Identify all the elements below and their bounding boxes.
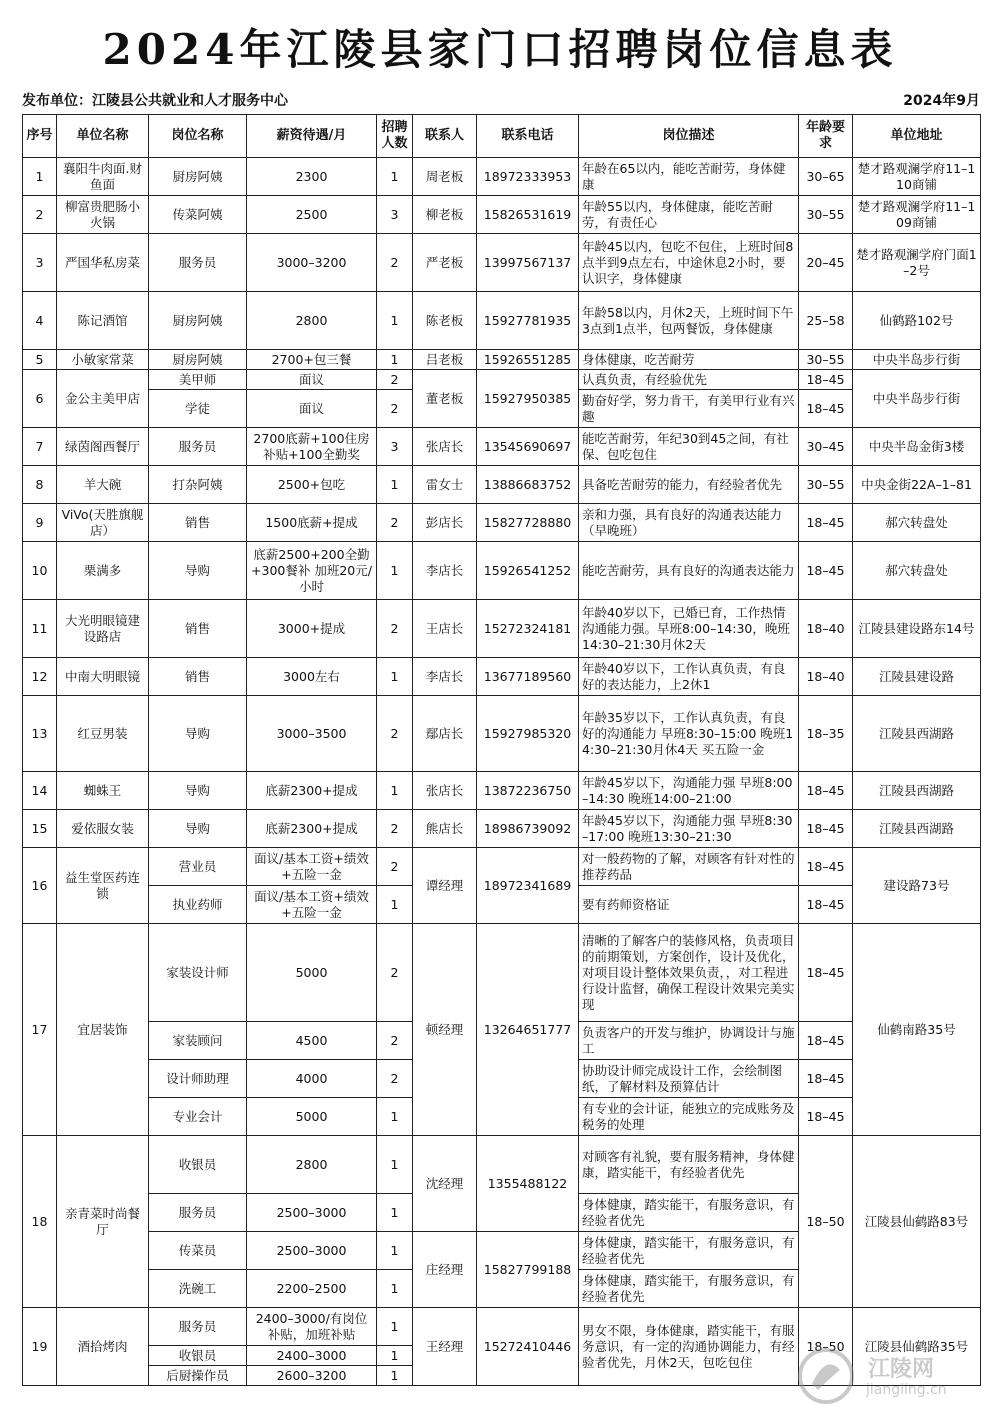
table-cell: 勤奋好学，努力肯干，有美甲行业有兴趣 [579, 390, 799, 428]
table-cell: 陈老板 [413, 292, 477, 350]
table-cell: 1 [377, 292, 413, 350]
table-cell: 年龄45岁以下，沟通能力强 早班8:30–17:00 晚班13:30–21:30 [579, 810, 799, 848]
table-cell: 2800 [247, 292, 377, 350]
table-cell: 导购 [149, 810, 247, 848]
table-cell: 年龄在65以内，能吃苦耐劳，身体健康 [579, 158, 799, 196]
table-cell: 学徒 [149, 390, 247, 428]
table-cell: 2800 [247, 1136, 377, 1194]
table-cell: 2500+包吃 [247, 466, 377, 504]
table-cell: 建设路73号 [853, 848, 981, 924]
table-cell: 美甲师 [149, 370, 247, 390]
table-cell: 年龄35岁以下，工作认真负责，有良好的沟通能力 早班8:30–15:00 晚班14:30–21:30月休4天 买五险一金 [579, 696, 799, 772]
table-cell: 中央半岛步行街 [853, 370, 981, 428]
table-cell: 1 [377, 1098, 413, 1136]
table-cell: 面议/基本工资+绩效+五险一金 [247, 886, 377, 924]
table-cell: 1 [377, 466, 413, 504]
table-cell: 能吃苦耐劳，年纪30到45之间，有社保、包吃包住 [579, 428, 799, 466]
table-cell: 蜘蛛王 [57, 772, 149, 810]
table-cell: 江陵县西湖路 [853, 772, 981, 810]
table-cell: 导购 [149, 542, 247, 600]
table-cell: 张店长 [413, 772, 477, 810]
table-cell: 15 [23, 810, 57, 848]
table-cell: 吕老板 [413, 350, 477, 370]
table-cell: 年龄58以内，月休2天，上班时间下午3点到1点半，包两餐饭，身体健康 [579, 292, 799, 350]
table-cell: 羊大碗 [57, 466, 149, 504]
table-cell: 4000 [247, 1060, 377, 1098]
watermark-text: 江陵网 [868, 1357, 935, 1382]
table-cell: 2 [377, 504, 413, 542]
meta-row [22, 90, 980, 112]
table-cell: 年龄45以内，包吃不包住，上班时间8点半到9点左右，中途休息2小时，要认识字，身体健康 [579, 234, 799, 292]
table-row [23, 196, 981, 234]
table-row [23, 542, 981, 600]
table-cell: 楚才路观澜学府11–110商铺 [853, 158, 981, 196]
table-cell: 年龄40岁以下，已婚已育，工作热情沟通能力强。早班8:00–14:30，晚班14:30–21:30月休2天 [579, 600, 799, 658]
table-cell: 清晰的了解客户的装修风格，负责项目的前期策划，方案创作，设计及优化，对项目设计整体效果负责，，对工程进行设计监督，确保工程设计效果完美实现 [579, 924, 799, 1022]
table-cell: 厨房阿姨 [149, 158, 247, 196]
table-cell: 18–45 [799, 810, 853, 848]
table-cell: 9 [23, 504, 57, 542]
table-cell: 3 [23, 234, 57, 292]
table-cell: 导购 [149, 772, 247, 810]
table-cell: 销售 [149, 658, 247, 696]
table-cell: 3 [377, 428, 413, 466]
table-cell: 1 [377, 350, 413, 370]
table-cell: 庄经理 [413, 1232, 477, 1308]
table-cell: 底薪2300+提成 [247, 810, 377, 848]
table-cell: 18–45 [799, 924, 853, 1022]
table-cell: 2600–3200 [247, 1366, 377, 1386]
table-cell: 雷女士 [413, 466, 477, 504]
table-cell: 江陵县仙鹤路83号 [853, 1136, 981, 1308]
table-cell: 5000 [247, 924, 377, 1022]
table-cell: 陈记酒馆 [57, 292, 149, 350]
table-cell: 5 [23, 350, 57, 370]
table-cell: 李店长 [413, 542, 477, 600]
header-cell: 联系人 [413, 115, 477, 158]
table-cell: 仙鹤南路35号 [853, 924, 981, 1136]
table-cell: 具备吃苦耐劳的能力，有经验者优先 [579, 466, 799, 504]
table-cell: 15927950385 [477, 370, 579, 428]
table-cell: 1 [377, 1270, 413, 1308]
table-cell: 年龄55以内，身体健康，能吃苦耐劳，有责任心 [579, 196, 799, 234]
table-cell: 年龄40岁以下，工作认真负责，有良好的表达能力，上2休1 [579, 658, 799, 696]
table-cell: 王店长 [413, 600, 477, 658]
table-cell: 柳老板 [413, 196, 477, 234]
table-row [23, 158, 981, 196]
table-cell: 1 [377, 1136, 413, 1194]
table-cell: 家装设计师 [149, 924, 247, 1022]
watermark-logo-icon [794, 1344, 858, 1408]
table-cell: 洗碗工 [149, 1270, 247, 1308]
table-cell: 3 [377, 196, 413, 234]
table-cell: 2 [377, 810, 413, 848]
table-cell: 郝穴转盘处 [853, 542, 981, 600]
table-cell: 服务员 [149, 234, 247, 292]
table-cell: ViVo(天胜旗舰店） [57, 504, 149, 542]
table-cell: 18–50 [799, 1136, 853, 1308]
table-cell: 王经理 [413, 1308, 477, 1386]
table-cell: 18–45 [799, 1022, 853, 1060]
table-cell: 1 [377, 1232, 413, 1270]
table-row [23, 370, 981, 390]
table-cell: 30–55 [799, 466, 853, 504]
table-cell: 身体健康，踏实能干，有服务意识，有经验者优先 [579, 1270, 799, 1308]
table-cell: 身体健康，踏实能干，有服务意识，有经验者优先 [579, 1194, 799, 1232]
table-cell: 6 [23, 370, 57, 428]
table-cell: 18–40 [799, 658, 853, 696]
table-cell: 身体健康，吃苦耐劳 [579, 350, 799, 370]
table-cell: 小敏家常菜 [57, 350, 149, 370]
table-cell: 执业药师 [149, 886, 247, 924]
header-cell: 薪资待遇/月 [247, 115, 377, 158]
table-cell: 18–45 [799, 390, 853, 428]
table-cell: 2300 [247, 158, 377, 196]
table-row [23, 466, 981, 504]
table-cell: 彭店长 [413, 504, 477, 542]
table-header-row [23, 115, 981, 158]
table-cell: 顿经理 [413, 924, 477, 1136]
table-cell: 有专业的会计证，能独立的完成账务及税务的处理 [579, 1098, 799, 1136]
table-cell: 仙鹤路102号 [853, 292, 981, 350]
table-cell: 18–40 [799, 600, 853, 658]
table-cell: 10 [23, 542, 57, 600]
table-cell: 18972333953 [477, 158, 579, 196]
table-cell: 协助设计师完成设计工作，会绘制图纸，了解材料及预算估计 [579, 1060, 799, 1098]
table-cell: 亲和力强，具有良好的沟通表达能力（早晚班） [579, 504, 799, 542]
table-cell: 江陵县建设路 [853, 658, 981, 696]
header-cell: 年龄要求 [799, 115, 853, 158]
table-cell: 2 [377, 848, 413, 886]
table-cell: 13264651777 [477, 924, 579, 1136]
table-cell: 江陵县仙鹤路35号 [853, 1308, 981, 1386]
table-cell: 20–45 [799, 234, 853, 292]
table-cell: 宜居装饰 [57, 924, 149, 1136]
table-cell: 厨房阿姨 [149, 292, 247, 350]
table-row [23, 504, 981, 542]
table-cell: 3000+提成 [247, 600, 377, 658]
job-rows [23, 158, 981, 1386]
table-cell: 18–50 [799, 1308, 853, 1386]
table-cell: 2400–3000 [247, 1346, 377, 1366]
table-cell: 13997567137 [477, 234, 579, 292]
table-cell: 7 [23, 428, 57, 466]
table-cell: 2500–3000 [247, 1232, 377, 1270]
table-cell: 8 [23, 466, 57, 504]
table-cell: 打杂阿姨 [149, 466, 247, 504]
table-cell: 15827799188 [477, 1232, 579, 1308]
table-cell: 传菜员 [149, 1232, 247, 1270]
table-cell: 25–58 [799, 292, 853, 350]
table-cell: 要有药师资格证 [579, 886, 799, 924]
table-row [23, 810, 981, 848]
table-cell: 2 [377, 390, 413, 428]
table-cell: 15827728880 [477, 504, 579, 542]
table-cell: 设计师助理 [149, 1060, 247, 1098]
table-cell: 面议/基本工资+绩效+五险一金 [247, 848, 377, 886]
table-cell: 厨房阿姨 [149, 350, 247, 370]
table-cell: 1 [377, 1308, 413, 1346]
header-cell: 单位地址 [853, 115, 981, 158]
table-cell: 对一般药物的了解，对顾客有针对性的推荐药品 [579, 848, 799, 886]
table-cell: 男女不限，身体健康，踏实能干，有服务意识，有一定的沟通协调能力，有经验者优先，月休2天，包吃包住 [579, 1308, 799, 1386]
table-cell: 1 [377, 158, 413, 196]
table-cell: 2 [377, 234, 413, 292]
table-cell: 30–55 [799, 196, 853, 234]
table-row [23, 924, 981, 1022]
table-cell: 大光明眼镜建设路店 [57, 600, 149, 658]
table-cell: 江陵县建设路东14号 [853, 600, 981, 658]
table-cell: 17 [23, 924, 57, 1136]
table-cell: 服务员 [149, 1194, 247, 1232]
table-cell: 15926541252 [477, 542, 579, 600]
table-cell: 家装顾问 [149, 1022, 247, 1060]
table-cell: 爱依服女装 [57, 810, 149, 848]
table-cell: 18 [23, 1136, 57, 1308]
table-row [23, 772, 981, 810]
table-cell: 亲青菜时尚餐厅 [57, 1136, 149, 1308]
table-cell: 鄢店长 [413, 696, 477, 772]
header-cell: 序号 [23, 115, 57, 158]
table-cell: 李店长 [413, 658, 477, 696]
table-row [23, 658, 981, 696]
table-cell: 对顾客有礼貌，要有服务精神，身体健康，踏实能干，有经验者优先 [579, 1136, 799, 1194]
table-cell: 15272324181 [477, 600, 579, 658]
table-cell: 15926551285 [477, 350, 579, 370]
table-cell: 熊店长 [413, 810, 477, 848]
table-cell: 2 [377, 924, 413, 1022]
table-cell: 服务员 [149, 1308, 247, 1346]
table-row [23, 1136, 981, 1194]
table-cell: 14 [23, 772, 57, 810]
header-cell: 单位名称 [57, 115, 149, 158]
table-cell: 11 [23, 600, 57, 658]
header-cell: 岗位名称 [149, 115, 247, 158]
table-cell: 销售 [149, 600, 247, 658]
table-cell: 18–45 [799, 1060, 853, 1098]
table-cell: 18972341689 [477, 848, 579, 924]
table-cell: 3000左右 [247, 658, 377, 696]
table-cell: 1355488122 [477, 1136, 579, 1232]
job-table [22, 114, 981, 1386]
table-cell: 18–45 [799, 772, 853, 810]
table-row [23, 350, 981, 370]
table-cell: 2700+包三餐 [247, 350, 377, 370]
table-cell: 楚才路观澜学府11–109商铺 [853, 196, 981, 234]
table-cell: 能吃苦耐劳，具有良好的沟通表达能力 [579, 542, 799, 600]
table-cell: 30–55 [799, 350, 853, 370]
table-cell: 18–45 [799, 504, 853, 542]
table-cell: 董老板 [413, 370, 477, 428]
table-cell: 1 [377, 1366, 413, 1386]
table-row [23, 292, 981, 350]
table-cell: 后厨操作员 [149, 1366, 247, 1386]
table-cell: 收银员 [149, 1136, 247, 1194]
table-cell: 3000–3500 [247, 696, 377, 772]
table-cell: 负责客户的开发与维护，协调设计与施工 [579, 1022, 799, 1060]
table-cell: 严老板 [413, 234, 477, 292]
table-cell: 13872236750 [477, 772, 579, 810]
table-cell: 中央半岛金街3楼 [853, 428, 981, 466]
table-cell: 30–65 [799, 158, 853, 196]
table-cell: 30–45 [799, 428, 853, 466]
table-row [23, 428, 981, 466]
table-cell: 中南大明眼镜 [57, 658, 149, 696]
table-cell: 身体健康，踏实能干，有服务意识，有经验者优先 [579, 1232, 799, 1270]
table-cell: 15927985320 [477, 696, 579, 772]
table-cell: 16 [23, 848, 57, 924]
table-cell: 严国华私房菜 [57, 234, 149, 292]
table-cell: 柳富贵肥肠小火锅 [57, 196, 149, 234]
table-cell: 栗满多 [57, 542, 149, 600]
table-cell: 收银员 [149, 1346, 247, 1366]
header-cell: 岗位描述 [579, 115, 799, 158]
watermark [794, 1344, 984, 1408]
table-cell: 红豆男装 [57, 696, 149, 772]
table-cell: 认真负责，有经验优先 [579, 370, 799, 390]
table-cell: 18986739092 [477, 810, 579, 848]
table-cell: 13886683752 [477, 466, 579, 504]
table-cell: 12 [23, 658, 57, 696]
table-cell: 2700底薪+100住房补贴+100全勤奖 [247, 428, 377, 466]
table-row [23, 1308, 981, 1346]
table-cell: 服务员 [149, 428, 247, 466]
table-cell: 1500底薪+提成 [247, 504, 377, 542]
table-cell: 金公主美甲店 [57, 370, 149, 428]
table-cell: 楚才路观澜学府门面1–2号 [853, 234, 981, 292]
table-cell: 张店长 [413, 428, 477, 466]
table-cell: 4 [23, 292, 57, 350]
table-cell: 18–45 [799, 1098, 853, 1136]
table-cell: 2 [377, 1022, 413, 1060]
page-title: 2024年江陵县家门口招聘岗位信息表 [102, 25, 898, 74]
table-cell: 2 [377, 1060, 413, 1098]
table-cell: 1 [377, 1346, 413, 1366]
table-row [23, 600, 981, 658]
table-row [23, 696, 981, 772]
table-cell: 3000–3200 [247, 234, 377, 292]
table-cell: 1 [377, 1194, 413, 1232]
table-cell: 1 [377, 542, 413, 600]
table-cell: 面议 [247, 370, 377, 390]
table-cell: 2400–3000/有岗位补贴，加班补贴 [247, 1308, 377, 1346]
table-cell: 绿茵阁西餐厅 [57, 428, 149, 466]
table-row [23, 848, 981, 886]
table-cell: 2 [377, 696, 413, 772]
table-cell: 郝穴转盘处 [853, 504, 981, 542]
table-cell: 益生堂医药连锁 [57, 848, 149, 924]
table-cell: 中央金街22A–1–81 [853, 466, 981, 504]
table-cell: 2 [377, 600, 413, 658]
table-cell: 15826531619 [477, 196, 579, 234]
table-cell: 底薪2500+200全勤+300餐补 加班20元/小时 [247, 542, 377, 600]
header-cell: 招聘人数 [377, 115, 413, 158]
table-cell: 18–35 [799, 696, 853, 772]
watermark-url: jiangling.cn [866, 1382, 947, 1398]
table-cell: 4500 [247, 1022, 377, 1060]
table-cell: 18–45 [799, 886, 853, 924]
header-cell: 联系电话 [477, 115, 579, 158]
table-cell: 1 [377, 658, 413, 696]
table-cell: 导购 [149, 696, 247, 772]
table-cell: 13545690697 [477, 428, 579, 466]
publisher-label: 发布单位：江陵县公共就业和人才服务中心 [22, 93, 288, 109]
table-cell: 18–45 [799, 848, 853, 886]
table-cell: 2200–2500 [247, 1270, 377, 1308]
table-cell: 底薪2300+提成 [247, 772, 377, 810]
table-cell: 沈经理 [413, 1136, 477, 1232]
table-cell: 面议 [247, 390, 377, 428]
table-cell: 年龄45岁以下，沟通能力强 早班8:00–14:30 晚班14:00–21:00 [579, 772, 799, 810]
table-cell: 中央半岛步行街 [853, 350, 981, 370]
table-cell: 传菜阿姨 [149, 196, 247, 234]
table-cell: 江陵县西湖路 [853, 696, 981, 772]
table-cell: 2500 [247, 196, 377, 234]
table-cell: 15272410446 [477, 1308, 579, 1386]
table-cell: 江陵县西湖路 [853, 810, 981, 848]
table-cell: 专业会计 [149, 1098, 247, 1136]
table-cell: 周老板 [413, 158, 477, 196]
table-cell: 19 [23, 1308, 57, 1386]
table-cell: 1 [377, 886, 413, 924]
table-cell: 营业员 [149, 848, 247, 886]
table-cell: 2500–3000 [247, 1194, 377, 1232]
table-cell: 2 [377, 370, 413, 390]
table-cell: 2 [23, 196, 57, 234]
table-cell: 1 [23, 158, 57, 196]
publish-date: 2024年9月 [903, 93, 980, 109]
table-row [23, 234, 981, 292]
table-cell: 15927781935 [477, 292, 579, 350]
table-cell: 酒拾烤肉 [57, 1308, 149, 1386]
table-cell: 谭经理 [413, 848, 477, 924]
table-cell: 13677189560 [477, 658, 579, 696]
table-cell: 5000 [247, 1098, 377, 1136]
table-cell: 18–45 [799, 542, 853, 600]
table-cell: 13 [23, 696, 57, 772]
table-cell: 1 [377, 772, 413, 810]
table-cell: 襄阳牛肉面.财鱼面 [57, 158, 149, 196]
table-cell: 18–45 [799, 370, 853, 390]
table-cell: 销售 [149, 504, 247, 542]
